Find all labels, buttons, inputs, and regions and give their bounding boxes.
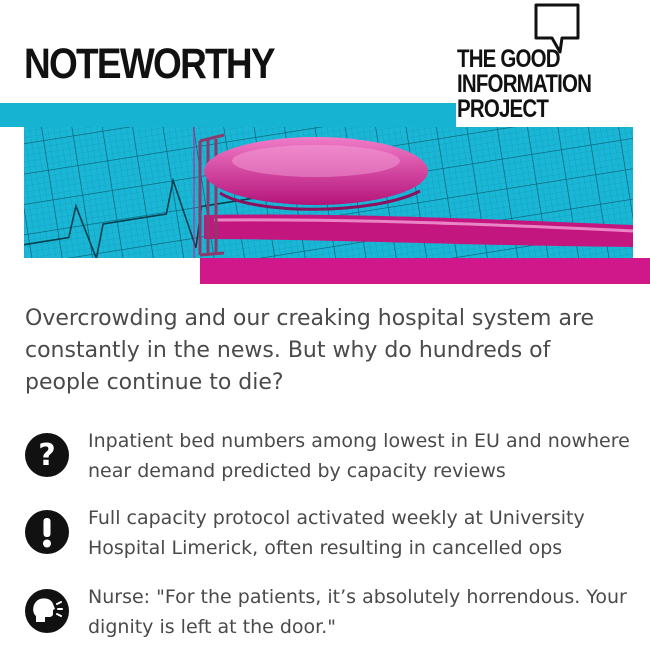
fact-item-quote — [24, 582, 634, 642]
logo-line-2: INFORMATION — [457, 70, 592, 98]
ecg-paper-image — [24, 127, 633, 258]
exclamation-icon — [24, 509, 70, 555]
cyan-band — [0, 103, 456, 127]
page-title: NOTEWORTHY — [24, 40, 274, 88]
logo-line-1: THE GOOD — [457, 45, 560, 73]
lead-paragraph: Overcrowding and our creaking hospital system are constantly in the news. But why do hundreds of people continue to die? — [25, 306, 595, 395]
logo-line-3: PROJECT — [457, 95, 549, 123]
fact-text: Full capacity protocol activated weekly at University Hospital Limerick, often resulting in cancelled ops — [88, 507, 585, 559]
fact-item-capacity — [24, 503, 634, 563]
fact-item-beds — [24, 426, 634, 486]
hero-image — [24, 127, 633, 258]
question-mark-icon — [24, 432, 70, 478]
magenta-band — [200, 258, 650, 284]
svg-text:?: ? — [38, 438, 56, 473]
fact-text: Nurse: "For the patients, it’s absolutely horrendous. Your dignity is left at the door." — [88, 586, 627, 638]
brand-logo — [457, 0, 632, 125]
speaking-head-icon — [24, 588, 70, 634]
fact-text: Inpatient bed numbers among lowest in EU and nowhere near demand predicted by capacity reviews — [88, 430, 630, 482]
